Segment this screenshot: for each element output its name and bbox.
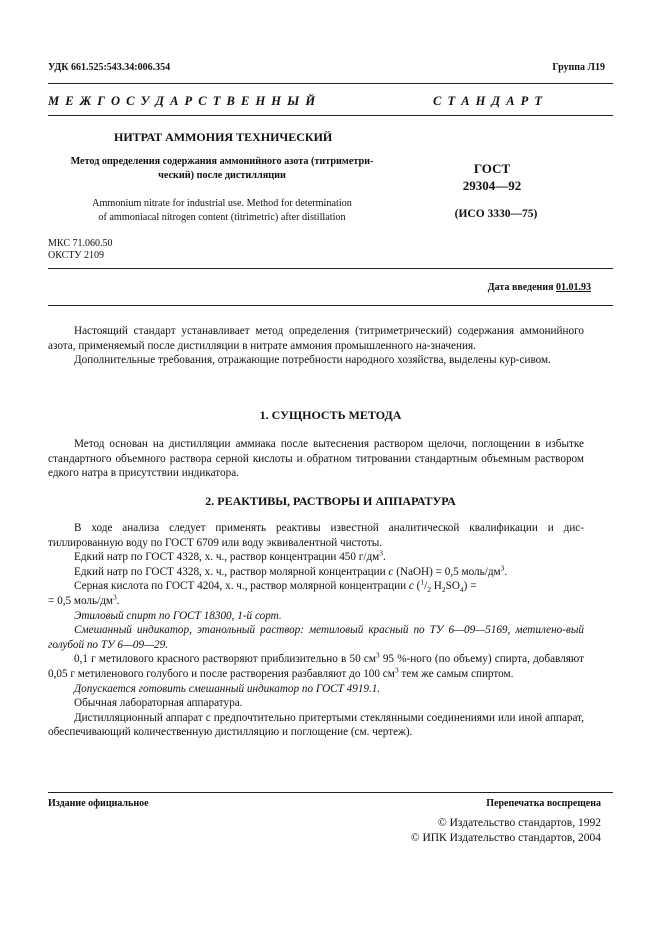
banner-interstate: М Е Ж Г О С У Д А Р С Т В Е Н Н Ы Й (48, 94, 317, 108)
copyright-block (411, 816, 601, 846)
section-1-paragraph: Метод основан на дистилляции аммиака после вытеснения раствором щелочи, поглощении в избытке стандартного объемного раствора серной кислоты и обратном титровании стандартным объемным раствором едкого натра в присутствии индикатора. (48, 438, 584, 480)
english-title-line-2: of ammoniacal nitrogen content (titrimetric) after distillation (98, 212, 346, 223)
reprint-prohibited: Перепечатка воспрещена (486, 798, 601, 809)
gost-label: ГОСТ (473, 161, 511, 176)
indicator-prep-paragraph: 0,1 г метилового красного растворяют приблизительно в 50 $см^3$ 95 %-ного (по объему) спирта, добавляют 0,05 г метиленового голубого и после растворения разбавляют до 100 $см^3$ тем же самым спиртом. (48, 650, 584, 680)
intro-paragraph-1: Настоящий стандарт устанавливает метод определения (титриметрический) содержания аммонийного азота, применяемый после дистилляции в нитрате аммония промышленного на-значения. (48, 325, 584, 352)
intro-date (488, 282, 591, 293)
date-rule (48, 305, 613, 306)
naoh-molar-line: Едкий натр по ГОСТ 4328, х. ч., раствор молярной концентрации c (NaOH) = 0,5 моль/$дм^3$. (74, 563, 508, 578)
mixed-indicator-paragraph: Смешанный индикатор, этанольный раствор: метиловый красный по ТУ 6—09—5169, метилено-вый голубой по ТУ 6—09—29. (48, 624, 584, 651)
gost-block (436, 160, 548, 194)
reagents-paragraph: В ходе анализа следует применять реактивы известной аналитической квалификации и дис-тиллированную воду по ГОСТ 6709 или воду эквивалентной чистоты. (48, 522, 584, 549)
glassware-line: Обычная лабораторная аппаратура. (74, 697, 243, 710)
doc-title: НИТРАТ АММОНИЯ ТЕХНИЧЕСКИЙ (114, 130, 333, 144)
english-title (48, 197, 396, 225)
classification-codes (48, 238, 112, 262)
sulfuric-acid-line-2: = 0,5 моль/$дм^3$. (48, 592, 120, 607)
subtitle-line-2: ческий) после дистилляции (158, 170, 286, 181)
copyright-1992: © Издательство стандартов, 1992 (437, 817, 601, 829)
allowed-indicator-line: Допускается готовить смешанный индикатор по ГОСТ 4919.1. (74, 682, 381, 695)
section-2-heading: 2. РЕАКТИВЫ, РАСТВОРЫ И АППАРАТУРА (205, 494, 456, 508)
section-1-body (48, 437, 584, 481)
group-code: Группа Л19 (552, 62, 605, 73)
subtitle-line-1: Метод определения содержания аммонийного азота (титриметри- (70, 156, 374, 167)
top-rule (48, 83, 613, 84)
okstu-code: ОКСТУ 2109 (48, 250, 105, 261)
banner-standard: С Т А Н Д А Р Т (433, 94, 544, 108)
codes-rule (48, 268, 613, 269)
footer-rule (48, 792, 613, 793)
english-title-line-1: Ammonium nitrate for industrial use. Method for determination (92, 198, 352, 209)
intro-date-label: Дата введения (487, 282, 554, 293)
copyright-2004: © ИПК Издательство стандартов, 2004 (410, 832, 601, 844)
intro-section (48, 324, 584, 368)
section-1-heading: 1. СУЩНОСТЬ МЕТОДА (259, 408, 402, 422)
iso-reference: (ИСО 3330—75) (454, 208, 538, 220)
gost-number: 29304—92 (462, 178, 522, 193)
intro-date-value: 01.01.93 (556, 282, 591, 293)
mks-code: МКС 71.060.50 (48, 238, 113, 249)
apparatus-paragraph: Дистилляционный аппарат с предпочтительно притертыми стеклянными соединениями или иной аппарат, обеспечивающий количественную дистилляцию и поглощение (см. чертеж). (48, 711, 584, 739)
sulfuric-acid-line: Серная кислота по ГОСТ 4204, х. ч., раствор молярной концентрации c ($^1/_2$ $H_2SO_4$) = (74, 577, 477, 595)
intro-paragraph-2: Дополнительные требования, отражающие потребности народного хозяйства, выделены кур-сивом. (74, 354, 551, 367)
ethanol-line: Этиловый спирт по ГОСТ 18300, 1-й сорт. (74, 609, 282, 622)
banner-rule (48, 115, 613, 116)
doc-subtitle (48, 155, 396, 183)
naoh-450-line: Едкий натр по ГОСТ 4328, х. ч., раствор концентрации 450 $г/дм^3$. (74, 548, 386, 564)
official-edition: Издание официальное (48, 798, 149, 809)
section-2-body (48, 521, 584, 740)
udk-code: УДК 661.525:543.34:006.354 (48, 62, 171, 73)
